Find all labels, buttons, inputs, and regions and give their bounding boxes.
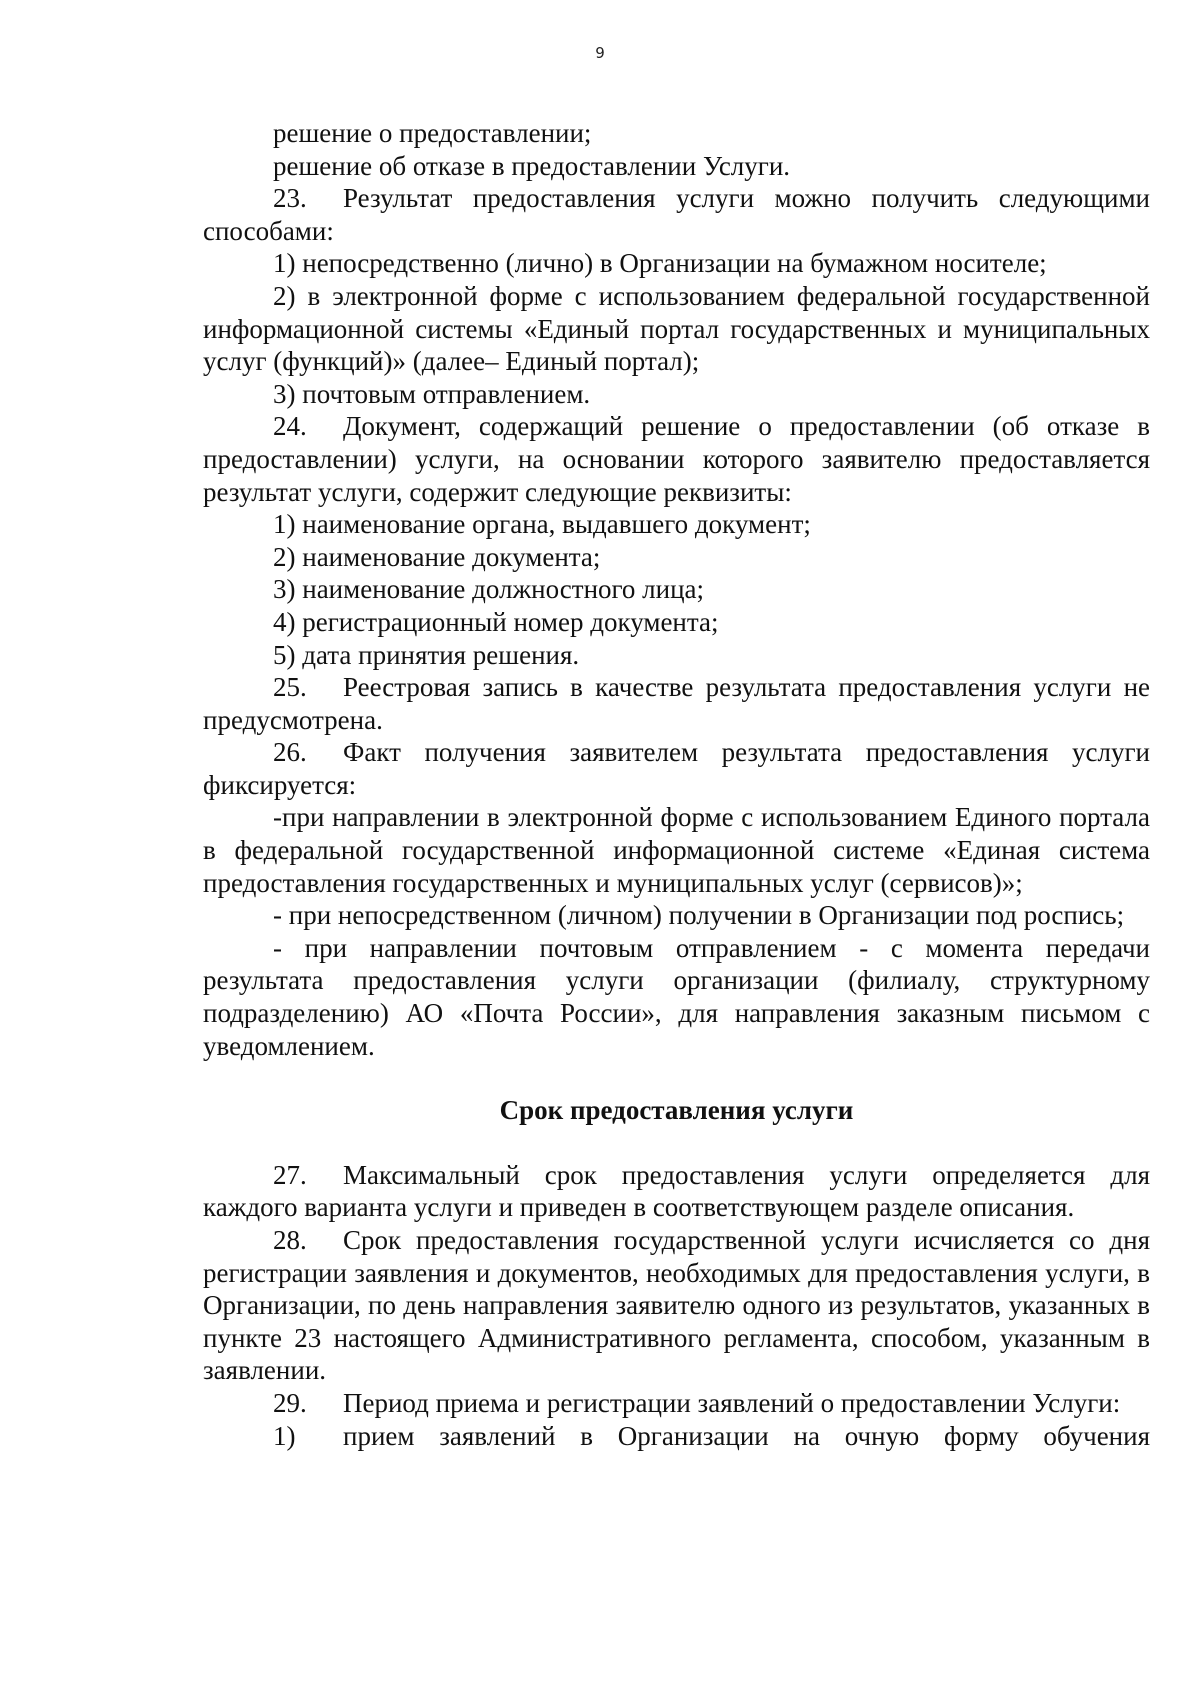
paragraph-number: 25. — [273, 672, 307, 703]
paragraph-number: 29. — [273, 1387, 307, 1418]
section-heading: Срок предоставления услуги — [499, 1095, 854, 1126]
page-number: 9 — [595, 44, 605, 62]
numbered-paragraph — [203, 1387, 1150, 1420]
paragraph-text: Срок предоставления государственной услуги исчисляется со дня регистрации заявления и документов, необходимых для предоставления услуги, в Организации, по день направления заявителю одного из результатов, указанных в пункте 23 настоящего Административного регламента, способом, указанным в заявлении. — [203, 1225, 1150, 1386]
paragraph: решение о предоставлении; — [273, 118, 592, 148]
list-item: 4) регистрационный номер документа; — [273, 606, 719, 637]
list-item: 1) наименование органа, выдавшего документ; — [273, 509, 811, 540]
list-item: -при направлении в электронной форме с использованием Единого портала в федеральной государственной информационной системе «Единая система предоставления государственных и муниципальных услуг (сервисов)»; — [203, 802, 1150, 898]
list-item: - при непосредственном (личном) получении в Организации под роспись; — [273, 900, 1125, 931]
list-item: - при направлении почтовым отправлением - с момента передачи результата предоставления услуги организации (филиалу, структурному подразделению) АО «Почта России», для направления заказным письмом с уведомлением. — [203, 932, 1150, 1061]
document-body — [203, 117, 1150, 1452]
paragraph-text: Реестровая запись в качестве результата предоставления услуги не предусмотрена. — [203, 672, 1150, 735]
paragraph-number: 26. — [273, 737, 307, 768]
paragraph-text: Факт получения заявителем результата предоставления услуги фиксируется: — [203, 737, 1150, 800]
numbered-paragraph — [203, 182, 1150, 247]
paragraph-number: 27. — [273, 1159, 307, 1190]
paragraph-number: 1) — [273, 1420, 296, 1451]
list-item: 3) почтовым отправлением. — [273, 378, 591, 409]
paragraph-text: Документ, содержащий решение о предоставлении (об отказе в предоставлении) услуги, на основании которого заявителю предоставляется результат услуги, содержит следующие реквизиты: — [203, 411, 1150, 507]
paragraph-number: 28. — [273, 1225, 307, 1255]
numbered-paragraph — [203, 736, 1150, 801]
numbered-paragraph — [203, 410, 1150, 508]
list-item: 1) непосредственно (лично) в Организации на бумажном носителе; — [273, 248, 1047, 279]
list-item: 2) наименование документа; — [273, 541, 601, 572]
paragraph-text: Результат предоставления услуги можно получить следующими способами: — [203, 183, 1150, 246]
numbered-paragraph — [203, 1224, 1150, 1387]
numbered-paragraph — [203, 671, 1150, 736]
paragraph-text: Максимальный срок предоставления услуги определяется для каждого варианта услуги и приведен в соответствующем разделе описания. — [203, 1159, 1150, 1223]
list-item: 2) в электронной форме с использованием федеральной государственной информационной системы «Единый портал государственных и муниципальных услуг (функций)» (далее– Единый портал); — [203, 280, 1150, 377]
paragraph-number: 24. — [273, 411, 307, 442]
list-item: 5) дата принятия решения. — [273, 639, 580, 670]
numbered-paragraph — [203, 1159, 1150, 1224]
paragraph-text: прием заявлений в Организации на очную форму обучения — [343, 1420, 1150, 1451]
paragraph-number: 23. — [273, 183, 307, 214]
paragraph-text: Период приема и регистрации заявлений о предоставлении Услуги: — [343, 1387, 1121, 1418]
paragraph: решение об отказе в предоставлении Услуги. — [273, 150, 791, 181]
numbered-paragraph — [203, 1420, 1150, 1453]
list-item: 3) наименование должностного лица; — [273, 574, 705, 605]
